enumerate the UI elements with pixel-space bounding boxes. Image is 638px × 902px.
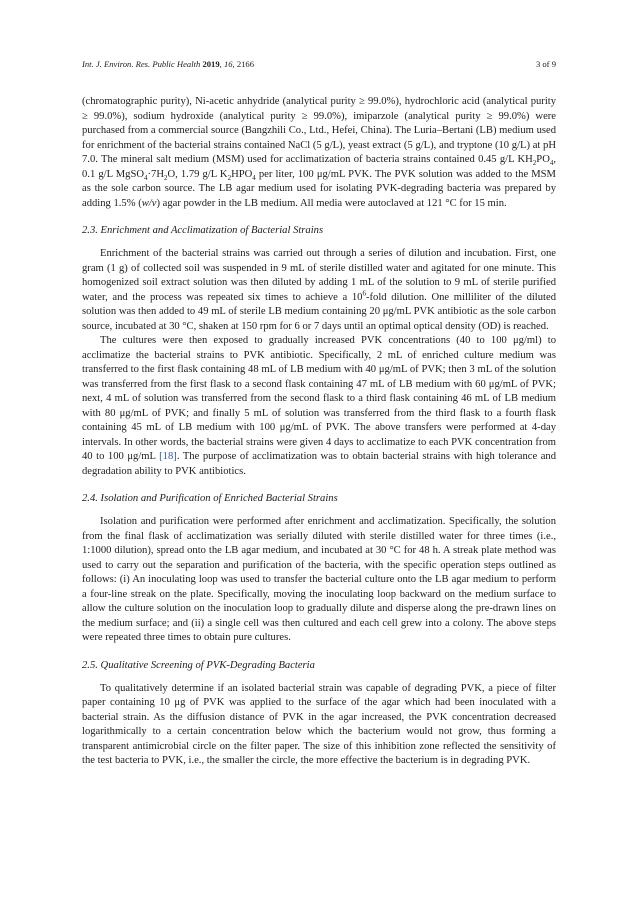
text-run: per liter, 100 μg/mL PVK. The PVK solution was added to the MSM as the sole carbon source. The LB agar medium used for isolating PVK-degrading bacteria was prepared by adding 1.5% (	[82, 168, 556, 209]
italic-text: w/v	[141, 197, 157, 209]
paragraph-materials	[82, 95, 556, 211]
paragraph-enrichment	[82, 247, 556, 334]
text-run: O, 1.79 g/L K	[167, 168, 228, 180]
section-heading-2-3: 2.3. Enrichment and Acclimatization of Bacterial Strains	[82, 225, 324, 236]
text-run: -fold dilution. One milliliter of the diluted solution was then added to 49 mL of sterile LB medium containing 20 μg/mL PVK antibiotic as the sole carbon source, incubated at 30 °C, shaken at 150 rpm for 6 or 7 days until an optimal optical density (OD) is reached.	[82, 291, 556, 332]
text-run: ·7H	[147, 168, 164, 180]
subscript: 4	[252, 173, 256, 182]
running-header	[82, 59, 556, 69]
journal-citation: Int. J. Environ. Res. Public Health 2019, 16, 2166	[82, 59, 255, 69]
text-run: PO	[536, 154, 550, 165]
journal-volume: 16	[223, 59, 233, 69]
journal-name: Int. J. Environ. Res. Public Health	[82, 59, 201, 69]
section-heading-2-4: 2.4. Isolation and Purification of Enriched Bacterial Strains	[82, 493, 338, 504]
paragraph-acclimatization	[82, 334, 556, 479]
main-content	[82, 95, 556, 769]
citation-link[interactable]: [18]	[159, 451, 177, 462]
text-run: HPO	[231, 168, 253, 180]
article-number: 2166	[236, 59, 255, 69]
subscript: 2	[163, 173, 168, 182]
text-run: . The purpose of acclimatization was to obtain bacterial strains with high tolerance and degradation ability to PVK antibiotics.	[82, 451, 556, 477]
text-run: The cultures were then exposed to gradually increased PVK concentrations (40 to 100 μg/ml) to acclimatize the bacterial strains to PVK antibiotic. Specifically, 2 mL of enriched culture medium was transferred to the first flask containing 48 mL of LB medium with 40 μg/mL of PVK; then 3 mL of the solution was transferred from the first flask to a second flask containing 47 mL of LB medium with 60 μg/mL of PVK; next, 4 mL of solution was transferred from the second flask to a third flask containing 46 mL of LB medium with 80 μg/mL of PVK; and finally 5 mL of solution was transferred from the third flask to a fourth flask containing 45 mL of LB medium with 100 μg/mL of PVK. The above transfers were performed at 4-day intervals. In other words, the bacterial strains were given 4 days to acclimatize to each PVK concentration from 40 to 100 μg/mL	[82, 335, 556, 462]
subscript: 4	[549, 159, 554, 168]
section-heading-2-5: 2.5. Qualitative Screening of PVK-Degrading Bacteria	[82, 659, 315, 671]
text-run: Enrichment of the bacterial strains was carried out through a series of dilution and incubation. First, one gram (1 g) of collected soil was suspended in 9 mL of sterile distilled water and agitated for one minute. This homogenized soil extract solution was then diluted by adding 1 mL of the solution to 9 mL of sterile purified water, and the process was repeated six times to achieve a 10	[82, 248, 556, 303]
subscript: 2	[227, 173, 232, 182]
page-number: 3 of 9	[535, 59, 556, 69]
subscript: 4	[144, 173, 148, 182]
text-run: , 0.1 g/L MgSO	[82, 154, 556, 180]
text-run: (chromatographic purity), Ni-acetic anhydride (analytical purity ≥ 99.0%), hydrochloric acid (analytical purity ≥ 99.0%), sodium hydroxide (analytical purity ≥ 99.0%), imiparzole (analytical purity ≥ 99.0%) were purchased from a commercial source (Bangzhili Co., Ltd., Hefei, China). The Luria–Bertani (LB) medium used for enrichment of the bacterial strains contained NaCl (5 g/L), yeast extract (5 g/L), and tryptone (10 g/L) at pH 7.0. The mineral salt medium (MSM) used for acclimatization of bacteria strains contained 0.45 g/L KH	[82, 96, 556, 165]
subscript: 2	[532, 159, 537, 168]
journal-year: 2019	[202, 59, 220, 69]
text-run: ) agar powder in the LB medium. All media were autoclaved at 121 °C for 15 min.	[156, 197, 507, 209]
paragraph-screening: To qualitatively determine if an isolated bacterial strain was capable of degrading PVK, a piece of filter paper containing 10 μg of PVK was applied to the surface of the agar which had been inoculated with a bacterial strain. As the diffusion distance of PVK in the agar increased, the PVK concentration decreased logarithmically to a certain concentration below which the bacterium would not grow, thus forming a transparent antimicrobial circle on the filter paper. The size of this inhibition zone reflected the sensitivity of the test bacteria to PVK, i.e., the smaller the circle, the more effective the bacterium is in degrading PVK.	[82, 682, 556, 766]
paragraph-isolation: Isolation and purification were performed after enrichment and acclimatization. Specifically, the solution from the final flask of acclimatization was serially diluted with sterile distilled water for three times (i.e., 1:1000 dilution), spread onto the LB agar medium, and incubated at 30 °C for 48 h. A streak plate method was used to carry out the separation and purification of the bacteria, with the specific operation steps outlined as follows: (i) An inoculating loop was used to transfer the bacterial culture onto the LB agar medium to perform a four-line streak on the plate. Specifically, moving the inoculating loop backward on the medium surface to allow the culture solution on the inoculation loop to gradually dilute and disperse along the pre-drawn lines on the medium surface; and (ii) a single cell was then cultured and each cell grew into a colony. The above steps were repeated three times to obtain pure cultures.	[82, 516, 556, 643]
superscript: 6	[362, 288, 366, 297]
